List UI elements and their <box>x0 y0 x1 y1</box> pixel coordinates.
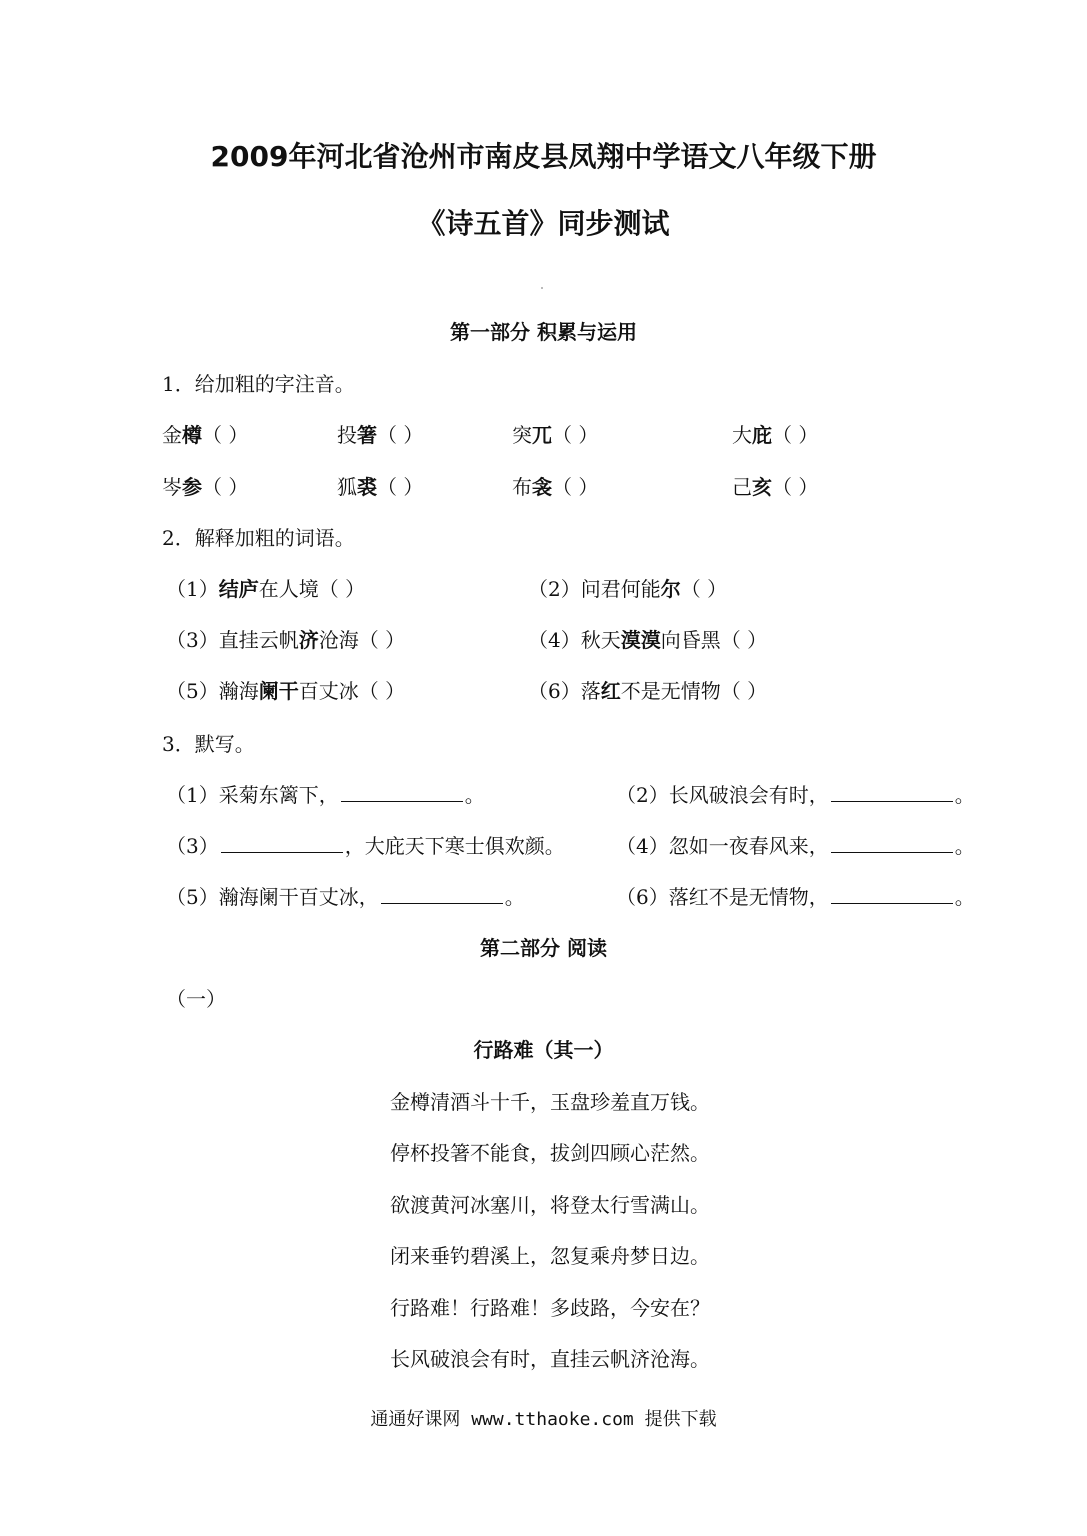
poem-line: 长风破浪会有时，直挂云帆济沧海。 <box>390 1347 710 1371</box>
q2-item: （1）结庐在人境（ ） <box>166 577 366 601</box>
q3-stem: 3．默写。 <box>162 732 255 756</box>
q3-item: （4）忽如一夜春风来， 。 <box>616 834 975 858</box>
q2-item: （2）问君何能尔（ ） <box>528 577 728 601</box>
q1-item: 己亥（ ） <box>732 475 819 499</box>
poem-line: 欲渡黄河冰塞川，将登太行雪满山。 <box>390 1193 710 1217</box>
q1-item: 大庇（ ） <box>732 423 819 447</box>
answer-blank[interactable] <box>831 783 953 802</box>
q1-item: 突兀（ ） <box>512 423 599 447</box>
poem-line: 闭来垂钓碧溪上，忽复乘舟梦日边。 <box>390 1244 710 1268</box>
answer-blank[interactable] <box>381 885 503 904</box>
q3-item: （6）落红不是无情物， 。 <box>616 885 975 909</box>
title-line-2: 《诗五首》同步测试 <box>417 207 670 240</box>
answer-blank[interactable] <box>831 885 953 904</box>
part2-heading: 第二部分 阅读 <box>480 936 607 960</box>
q1-stem: 1．给加粗的字注音。 <box>162 372 355 396</box>
poem-line: 行路难！行路难！多歧路，今安在？ <box>390 1296 710 1320</box>
q1-item: 狐裘（ ） <box>337 475 424 499</box>
poem-line: 停杯投箸不能食，拔剑四顾心茫然。 <box>390 1141 710 1165</box>
poem-line: 金樽清酒斗十千，玉盘珍羞直万钱。 <box>390 1090 710 1114</box>
q2-stem: 2．解释加粗的词语。 <box>162 526 355 550</box>
q1-item: 金樽（ ） <box>162 423 249 447</box>
poem-title: 行路难（其一） <box>473 1038 614 1062</box>
subsection-label: （一） <box>166 987 226 1011</box>
q2-item: （4）秋天漠漠向昏黑（ ） <box>528 628 768 652</box>
q2-item: （5）瀚海阑干百丈冰（ ） <box>166 679 406 703</box>
q1-item: 投箸（ ） <box>337 423 424 447</box>
q2-item: （6）落红不是无情物（ ） <box>528 679 768 703</box>
answer-blank[interactable] <box>221 834 343 853</box>
answer-blank[interactable] <box>831 834 953 853</box>
part1-heading: 第一部分 积累与运用 <box>450 320 637 344</box>
q1-item: 布衾（ ） <box>512 475 599 499</box>
footer-text: 通通好课网 www.tthaoke.com 提供下载 <box>370 1409 717 1430</box>
q3-item: （2）长风破浪会有时， 。 <box>616 783 975 807</box>
q2-item: （3）直挂云帆济沧海（ ） <box>166 628 406 652</box>
dot-mark <box>541 287 543 289</box>
title-line-1: 2009年河北省沧州市南皮县凤翔中学语文八年级下册 <box>210 140 877 173</box>
q3-item: （1）采菊东篱下， 。 <box>166 783 485 807</box>
answer-blank[interactable] <box>341 783 463 802</box>
q3-item: （3） ，大庇天下寒士俱欢颜。 <box>166 834 565 858</box>
q3-item: （5）瀚海阑干百丈冰， 。 <box>166 885 525 909</box>
q1-item: 岑参（ ） <box>162 475 249 499</box>
